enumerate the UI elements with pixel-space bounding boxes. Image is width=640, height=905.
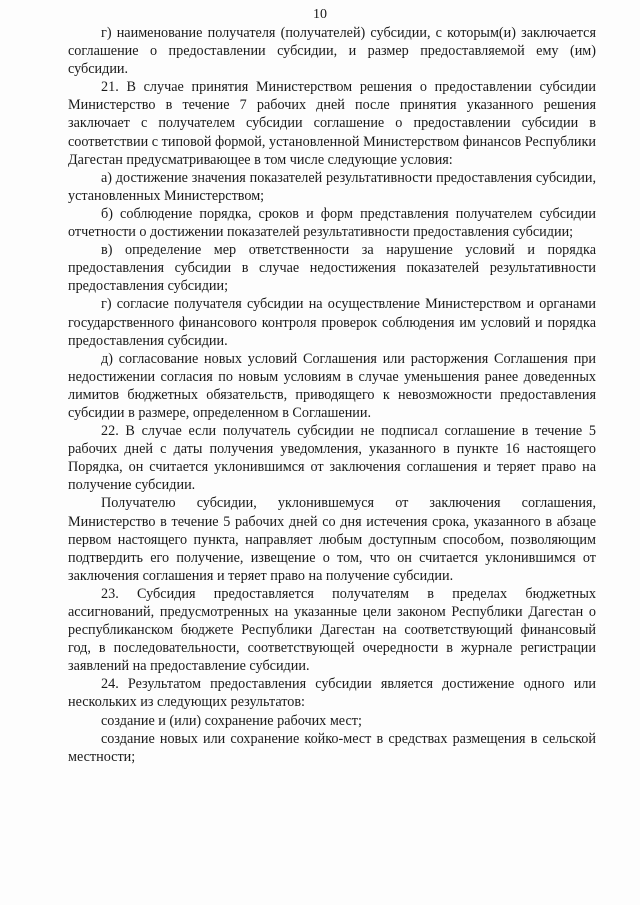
paragraph-clause-22-notice: Получателю субсидии, уклонившемуся от заключения соглашения, Министерство в течение 5 рабочих дней со дня истечения срока, указанного в абзаце первом настоящего пункта, направляет любым доступным способом, позволяющим подтвердить его получение, извещение о том, что он считается уклонившимся от заключения соглашения и теряет право на получение субсидии.: [68, 495, 596, 584]
paragraph-result-jobs: создание и (или) сохранение рабочих мест;: [101, 712, 362, 729]
paragraph-clause-23: 23. Субсидия предоставляется получателям в пределах бюджетных ассигнований, предусмотренных на указанные цели законом Республики Дагестан о республиканском бюджете Республики Дагестан на соответствующий финансовый год, в последовательности, соответствующей очередности в журнале регистрации заявлений на предоставление субсидии.: [68, 585, 596, 675]
paragraph-condition-a: а) достижение значения показателей результативности предоставления субсидии, установленных Министерством;: [68, 169, 596, 204]
document-body: [68, 24, 596, 766]
paragraph-condition-d: д) согласование новых условий Соглашения или расторжения Соглашения при недостижении согласия по новым условиям в случае уменьшения ранее доведенных лимитов бюджетных обязательств, приводящего к невозможности предоставления субсидии в размере, определенном в Соглашении.: [68, 350, 596, 421]
paragraph-clause-21: 21. В случае принятия Министерством решения о предоставлении субсидии Министерство в течение 7 рабочих дней после принятия указанного решения заключает с получателем субсидии соглашение о предоставлении субсидии в соответствии с типовой формой, установленной Министерством финансов Республики Дагестан предусматривающее в том числе следующие условия:: [68, 79, 596, 168]
paragraph-condition-v: в) определение мер ответственности за нарушение условий и порядка предоставления субсидии в случае недостижения показателей результативности предоставления субсидии;: [68, 242, 596, 295]
paragraph-clause-22: 22. В случае если получатель субсидии не подписал соглашение в течение 5 рабочих дней с даты получения уведомления, указанного в пункте 16 настоящего Порядка, он считается уклонившимся от заключения соглашения и теряет право на получение субсидии.: [68, 423, 596, 494]
paragraph-condition-g: г) согласие получателя субсидии на осуществление Министерством и органами государственного финансового контроля проверок соблюдения им условий и порядка предоставления субсидии.: [68, 296, 596, 349]
paragraph-item-g: г) наименование получателя (получателей) субсидии, с которым(и) заключается соглашение о предоставлении субсидии, и размер предоставляемой ему (им) субсидии.: [68, 25, 596, 78]
paragraph-result-beds: создание новых или сохранение койко-мест в средствах размещения в сельской местности;: [68, 730, 596, 765]
paragraph-condition-b: б) соблюдение порядка, сроков и форм представления получателем субсидии отчетности о достижении показателей результативности предоставления субсидии;: [68, 205, 596, 241]
paragraph-clause-24: 24. Результатом предоставления субсидии является достижение одного или нескольких из следующих результатов:: [68, 676, 596, 711]
page-number: 10: [313, 7, 327, 22]
